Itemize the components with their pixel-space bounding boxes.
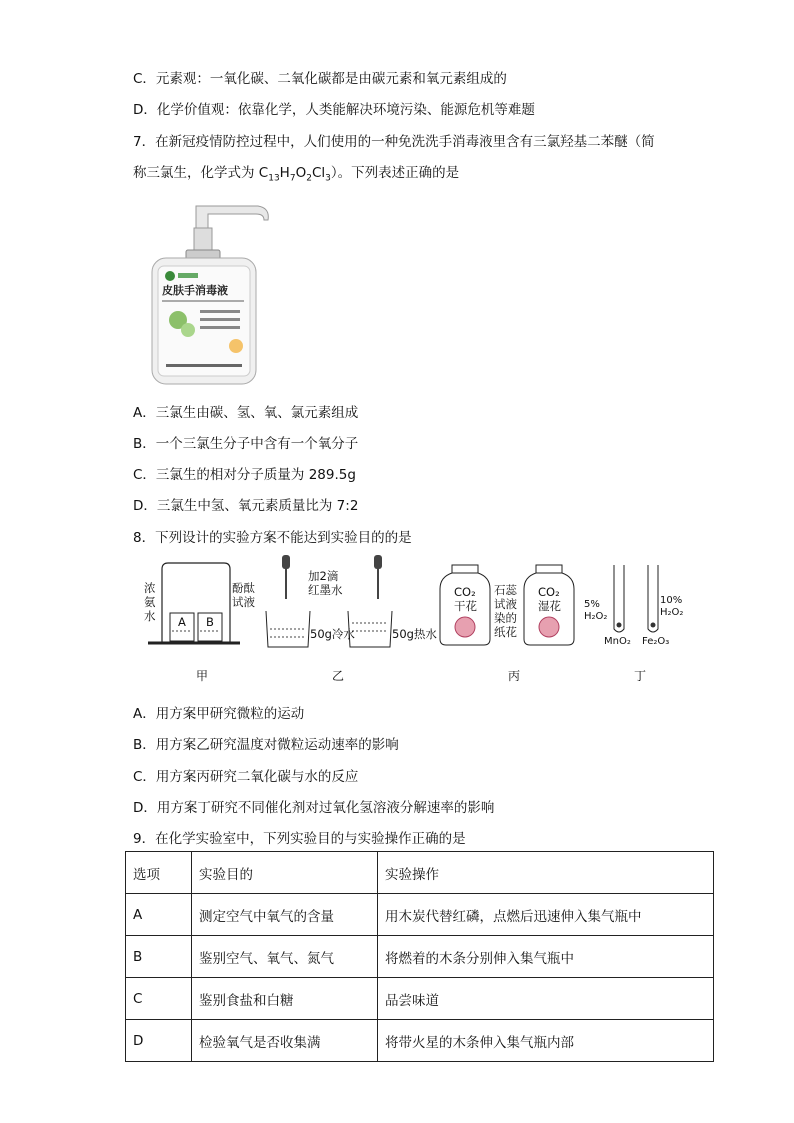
caption-ding: 丁 [634,669,647,683]
yi-drop-label: 加2滴 红墨水 [308,569,343,597]
jia-beaker-b-label: B [206,615,214,629]
caption-bing: 丙 [508,669,521,683]
q8-option-b: B．用方案乙研究温度对微粒运动速率的影响 [133,737,399,753]
bing-left-gas-label: CO₂ 干花 [454,585,477,613]
caption-yi: 乙 [332,669,345,683]
table-cell: D [126,1020,192,1062]
q8-option-a: A．用方案甲研究微粒的运动 [133,706,305,722]
q7-option-c: C．三氯生的相对分子质量为 289.5g [133,467,356,483]
table-cell: B [126,936,192,978]
table-cell: 鉴别空气、氧气、氮气 [192,936,378,978]
q8-stem: 8．下列设计的实验方案不能达到实验目的的是 [133,530,412,546]
sanitizer-bottle-image [148,192,272,387]
q7-option-d: D．三氯生中氢、氧元素质量比为 7:2 [133,498,359,514]
table-row [126,1020,714,1062]
table-cell: 检验氧气是否收集满 [192,1020,378,1062]
q7-option-b: B．一个三氯生分子中含有一个氧分子 [133,436,359,452]
q7-option-a: A．三氯生由碳、氢、氧、氯元素组成 [133,405,359,421]
yi-cold-water-label: 50g冷水 [310,627,355,641]
ding-right-label: 10% H₂O₂ [660,595,684,618]
yi-hot-water-label: 50g热水 [392,627,437,641]
bing-right-gas-label: CO₂ 湿花 [538,585,561,613]
q6-option-c: C．元素观：一氧化碳、二氧化碳都是由碳元素和氧元素组成的 [133,71,507,87]
table-cell: 将燃着的木条分别伸入集气瓶中 [378,936,714,978]
caption-jia: 甲 [196,669,209,683]
table-cell: 将带火星的木条伸入集气瓶内部 [378,1020,714,1062]
table-header-cell: 实验操作 [378,852,714,894]
jia-beaker-a-label: A [178,615,186,629]
table-cell: 品尝味道 [378,978,714,1020]
jia-ammonia-label: 浓 氨 水 [144,581,156,623]
table-header-row [126,852,714,894]
ding-left-label: 5% H₂O₂ [584,599,608,622]
table-cell: 测定空气中氧气的含量 [192,894,378,936]
q7-stem-line2: 称三氯生，化学式为 $C_{13}H_7O_2Cl_3$）。下列表述正确的是 [133,165,460,184]
table-cell: 用木炭代替红磷，点燃后迅速伸入集气瓶中 [378,894,714,936]
table-row [126,936,714,978]
ding-left-catalyst: MnO₂ [604,636,631,647]
table-header-cell: 选项 [126,852,192,894]
bottle-label: 皮肤手消毒液 [162,284,228,297]
ding-right-catalyst: Fe₂O₃ [642,636,670,647]
q9-stem: 9．在化学实验室中，下列实验目的与实验操作正确的是 [133,831,466,847]
bing-litmus-label: 石蕊 试液 染的 纸花 [494,583,517,639]
jia-phenolphthalein-label: 酚酞 试液 [232,581,255,609]
table-row [126,978,714,1020]
q8-option-d: D．用方案丁研究不同催化剂对过氧化氢溶液分解速率的影响 [133,800,495,816]
table-row [126,894,714,936]
table-cell: 鉴别食盐和白糖 [192,978,378,1020]
table-cell: A [126,894,192,936]
experiment-apparatus-figure [140,555,684,685]
table-header-cell: 实验目的 [192,852,378,894]
q6-option-d: D．化学价值观：依靠化学，人类能解决环境污染、能源危机等难题 [133,102,535,118]
q8-option-c: C．用方案丙研究二氧化碳与水的反应 [133,769,359,785]
q7-stem-line1: 7．在新冠疫情防控过程中，人们使用的一种免洗洗手消毒液里含有三氯羟基二苯醚（简 [133,134,655,150]
q9-table [125,851,714,1062]
table-cell: C [126,978,192,1020]
